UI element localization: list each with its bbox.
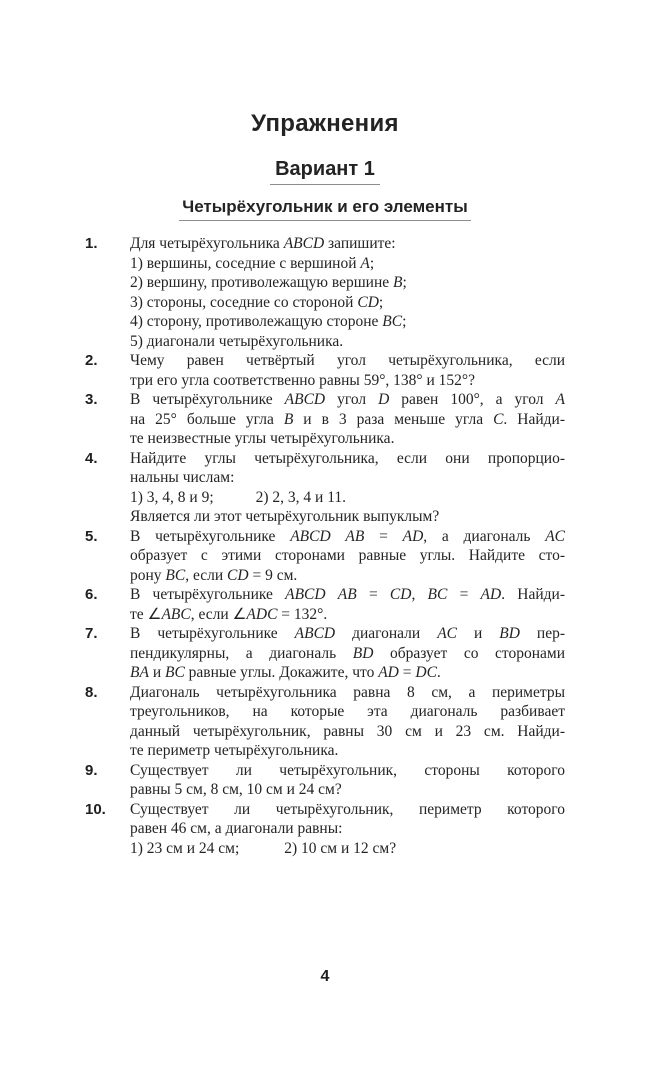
math-variable: B <box>283 410 294 428</box>
text-segment: равен 100°, а угол <box>389 391 556 408</box>
text-segment: 2) вершину, противолежащую вершине <box>130 274 394 291</box>
math-variable: BC <box>164 664 185 681</box>
problem-number: 4. <box>85 449 98 467</box>
text-segment: В четырёхугольнике <box>130 391 285 408</box>
text-segment: . Найди- <box>501 586 565 603</box>
section-heading: Четырёхугольник и его элементы <box>179 197 471 221</box>
text-segment: 1) вершины, соседние с вершиной <box>130 254 361 272</box>
text-segment: = 132°. <box>277 605 328 623</box>
text-segment: ; <box>369 254 375 272</box>
math-variable: BD <box>499 625 520 642</box>
math-variable: ABCD <box>284 391 326 408</box>
problem-line <box>130 761 565 781</box>
page-header <box>0 110 650 221</box>
problem-line <box>130 488 565 508</box>
text-segment: = 9 см. <box>248 566 298 584</box>
problem-text <box>130 683 565 761</box>
text-segment: = <box>364 527 403 545</box>
math-variable: AC <box>545 527 565 545</box>
math-variable: CD <box>227 566 249 584</box>
text-segment: те неизвестные углы четырёхугольника. <box>130 430 395 447</box>
problem-text <box>130 761 565 800</box>
problem-line <box>130 546 565 566</box>
problem-row <box>85 234 565 351</box>
text-segment: равные углы. Докажите, что <box>184 664 379 681</box>
problem-line <box>130 722 565 742</box>
column-gap <box>214 501 256 502</box>
problem-number: 1. <box>85 235 98 252</box>
math-variable: ABCD <box>290 527 331 545</box>
problem-text <box>130 585 565 624</box>
text-segment: . Найди- <box>503 410 565 428</box>
problem-row <box>85 761 565 800</box>
math-variable: BA <box>130 664 149 681</box>
problem-text <box>130 390 565 449</box>
problem-line <box>130 312 565 332</box>
problem-text <box>130 527 565 586</box>
variant-heading: Вариант 1 <box>270 158 380 185</box>
math-variable: A <box>360 254 370 272</box>
text-segment: Чему равен четвёртый угол четырёхугольника, если <box>130 352 565 369</box>
problem-number: 5. <box>85 527 98 545</box>
text-segment <box>331 528 346 545</box>
problem-row <box>85 351 565 390</box>
text-segment: ; <box>378 293 384 311</box>
text-segment: = <box>447 586 481 603</box>
text-segment: Существует ли четырёхугольник, стороны которого <box>130 761 565 779</box>
math-variable: ABC <box>161 605 191 623</box>
text-segment: и <box>148 664 165 681</box>
text-segment: равны 5 см, 8 см, 10 см и 24 см? <box>130 781 342 798</box>
text-segment: Для четырёхугольника <box>130 235 284 252</box>
text-segment: равен 46 см, а диагонали равны: <box>130 820 343 837</box>
problem-line <box>130 800 565 820</box>
text-segment: В четырёхугольнике <box>130 527 291 545</box>
problem-row <box>85 585 565 624</box>
text-segment: = <box>356 586 390 603</box>
section-heading-wrap <box>0 197 650 221</box>
text-segment: 3) стороны, соседние со стороной <box>130 293 358 311</box>
math-variable: D <box>378 391 390 408</box>
text-segment: Существует ли четырёхугольник, периметр которого <box>130 800 565 818</box>
text-segment: Является ли этот четырёхугольник выпуклым? <box>130 508 440 525</box>
text-segment: нальны числам: <box>130 469 235 486</box>
text-segment: ; <box>402 313 407 330</box>
text-segment: 4) сторону, противолежащую стороне <box>130 313 383 330</box>
text-segment: Диагональ четырёхугольника равна 8 см, а периметры <box>130 683 565 701</box>
problem-line <box>130 527 565 547</box>
problem-line <box>130 663 565 683</box>
text-segment: 2) 10 см и 12 см? <box>284 839 397 857</box>
text-segment: , если <box>185 566 228 584</box>
problem-number: 3. <box>85 391 98 408</box>
math-variable: DC <box>415 664 437 681</box>
problem-line <box>130 410 565 430</box>
problem-line <box>130 839 565 859</box>
math-variable: A <box>555 391 565 408</box>
problem-row <box>85 800 565 859</box>
problem-line <box>130 273 565 293</box>
problem-number: 9. <box>85 761 98 779</box>
text-segment: запишите: <box>324 235 396 252</box>
problem-line <box>130 507 565 527</box>
text-segment: = <box>398 664 416 681</box>
text-segment: образует с этими сторонами равные углы. Найдите сто- <box>130 547 565 564</box>
problem-text <box>130 624 565 683</box>
math-variable: CD <box>389 586 412 603</box>
text-segment: , а диагональ <box>423 527 546 545</box>
text-segment: угол <box>325 391 379 408</box>
problem-row <box>85 624 565 683</box>
problem-number: 2. <box>85 352 98 369</box>
problem-text <box>130 351 565 390</box>
math-variable: ABCD <box>294 625 336 642</box>
problem-text <box>130 449 565 527</box>
problem-line <box>130 371 565 391</box>
text-segment: пер- <box>519 625 565 642</box>
problem-line <box>130 780 565 800</box>
problem-number: 8. <box>85 683 98 701</box>
problem-row <box>85 683 565 761</box>
math-variable: AB <box>337 586 357 603</box>
problem-number: 10. <box>85 800 106 818</box>
problem-line <box>130 702 565 722</box>
problem-line <box>130 351 565 371</box>
text-segment: образует со сторонами <box>373 644 565 662</box>
math-variable: ABCD <box>283 235 325 252</box>
math-variable: BD <box>352 644 374 662</box>
textbook-page <box>0 110 650 1085</box>
text-segment: данный четырёхугольник, равны 30 см и 23 см. Найди- <box>130 722 565 740</box>
math-variable: BC <box>382 313 403 330</box>
text-segment: В четырёхугольнике <box>130 625 295 642</box>
text-segment <box>326 586 338 603</box>
problem-line <box>130 234 565 254</box>
column-gap <box>239 852 284 853</box>
problem-line <box>130 819 565 839</box>
problem-row <box>85 390 565 449</box>
text-segment: , <box>411 586 428 603</box>
text-segment: Найдите углы четырёхугольника, если они пропорцио- <box>130 449 565 467</box>
math-variable: AC <box>437 625 458 642</box>
problem-text <box>130 234 565 351</box>
problem-number: 6. <box>85 586 98 603</box>
problem-line <box>130 585 565 605</box>
math-variable: B <box>393 274 403 291</box>
variant-heading-wrap <box>0 158 650 185</box>
text-segment: 2) 2, 3, 4 и 11. <box>255 488 347 506</box>
text-segment: пендикулярны, а диагональ <box>130 644 353 662</box>
math-variable: CD <box>357 293 379 311</box>
problem-number: 7. <box>85 625 98 642</box>
text-segment: три его угла соответственно равны 59°, 138° и 152°? <box>130 371 475 389</box>
math-variable: BC <box>427 586 448 603</box>
text-segment: В четырёхугольнике <box>130 586 286 603</box>
text-segment: рону <box>130 566 166 584</box>
text-segment: . <box>436 664 441 681</box>
page-title: Упражнения <box>251 110 399 137</box>
math-variable: BC <box>165 566 186 584</box>
math-variable: ABCD <box>285 586 326 603</box>
math-variable: AB <box>345 527 365 545</box>
problems-list <box>85 234 565 858</box>
problem-line <box>130 644 565 664</box>
text-segment: 1) 3, 4, 8 и 9; <box>130 488 214 506</box>
text-segment: , если ∠ <box>190 605 247 623</box>
problem-line <box>130 390 565 410</box>
math-variable: C <box>493 410 504 428</box>
text-segment: те ∠ <box>130 605 162 623</box>
text-segment: на 25° больше угла <box>130 410 284 428</box>
text-segment: диагонали <box>335 625 438 642</box>
text-segment: треугольников, на которые эта диагональ разбивает <box>130 703 565 720</box>
problem-line <box>130 293 565 313</box>
problem-line <box>130 449 565 469</box>
problem-line <box>130 429 565 449</box>
math-variable: ADC <box>246 605 278 623</box>
math-variable: AD <box>480 586 502 603</box>
text-segment: и в 3 раза меньше угла <box>293 410 494 428</box>
problem-line <box>130 332 565 352</box>
math-variable: AD <box>402 527 424 545</box>
text-segment: 1) 23 см и 24 см; <box>130 839 240 857</box>
page-number: 4 <box>320 968 330 985</box>
problem-row <box>85 449 565 527</box>
problem-line <box>130 741 565 761</box>
problem-line <box>130 605 565 625</box>
text-segment: и <box>457 625 500 642</box>
text-segment: 5) диагонали четырёхугольника. <box>130 332 344 350</box>
problem-line <box>130 566 565 586</box>
text-segment: ; <box>402 274 407 291</box>
problem-line <box>130 683 565 703</box>
problem-line <box>130 624 565 644</box>
problem-row <box>85 527 565 586</box>
math-variable: AD <box>378 664 399 681</box>
problem-line <box>130 468 565 488</box>
text-segment: те периметр четырёхугольника. <box>130 742 339 759</box>
problem-line <box>130 254 565 274</box>
problem-text <box>130 800 565 859</box>
